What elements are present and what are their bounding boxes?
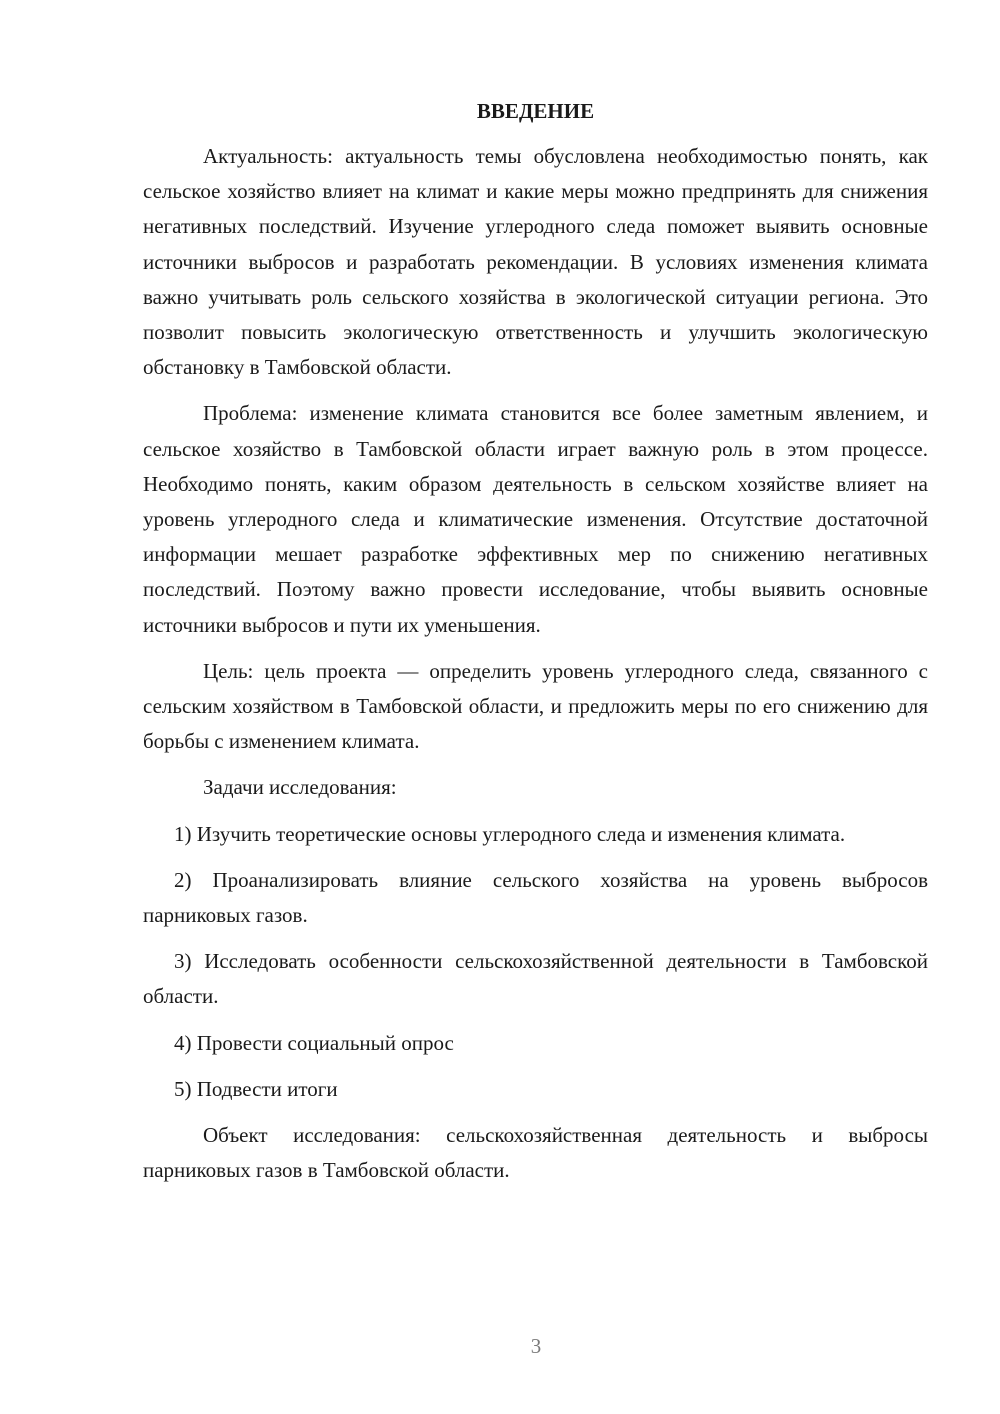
tasks-heading: Задачи исследования: xyxy=(203,775,397,800)
relevance-paragraph: Актуальность: актуальность темы обусловлена необходимостью понять, как сельское хозяйство влияет на климат и какие меры можно предпринять для снижения негативных последствий. Изучение углеродного следа поможет выявить основные источники выбросов и разработать рекомендации. В условиях изменения климата важно учитывать роль сельского хозяйства в экологической ситуации региона. Это позволит повысить экологическую ответственность и улучшить экологическую обстановку в Тамбовской области. xyxy=(143,144,928,380)
goal-paragraph: Цель: цель проекта — определить уровень углеродного следа, связанного с сельским хозяйством в Тамбовской области, и предложить меры по его снижению для борьбы с изменением климата. xyxy=(143,658,928,754)
task-item: 1) Изучить теоретические основы углеродного следа и изменения климата. xyxy=(174,821,846,846)
task-item: 4) Провести социальный опрос xyxy=(174,1030,454,1055)
task-item: 2) Проанализировать влияние сельского хозяйства на уровень выбросов парниковых газов. xyxy=(143,867,928,928)
object-paragraph: Объект исследования: сельскохозяйственная деятельность и выбросы парниковых газов в Тамбовской области. xyxy=(143,1123,928,1183)
document-page xyxy=(143,96,928,1188)
page-number: 3 xyxy=(530,1334,542,1358)
section-heading: ВВЕДЕНИЕ xyxy=(476,99,595,123)
problem-paragraph: Проблема: изменение климата становится все более заметным явлением, и сельское хозяйство в Тамбовской области играет важную роль в этом процессе. Необходимо понять, каким образом деятельность в сельском хозяйстве влияет на уровень углеродного следа и климатические изменения. Отсутствие достаточной информации мешает разработке эффективных мер по снижению негативных последствий. Поэтому важно провести исследование, чтобы выявить основные источники выбросов и пути их уменьшения. xyxy=(143,401,928,637)
task-item: 3) Исследовать особенности сельскохозяйственной деятельности в Тамбовской области. xyxy=(143,949,928,1009)
task-item: 5) Подвести итоги xyxy=(174,1076,338,1101)
